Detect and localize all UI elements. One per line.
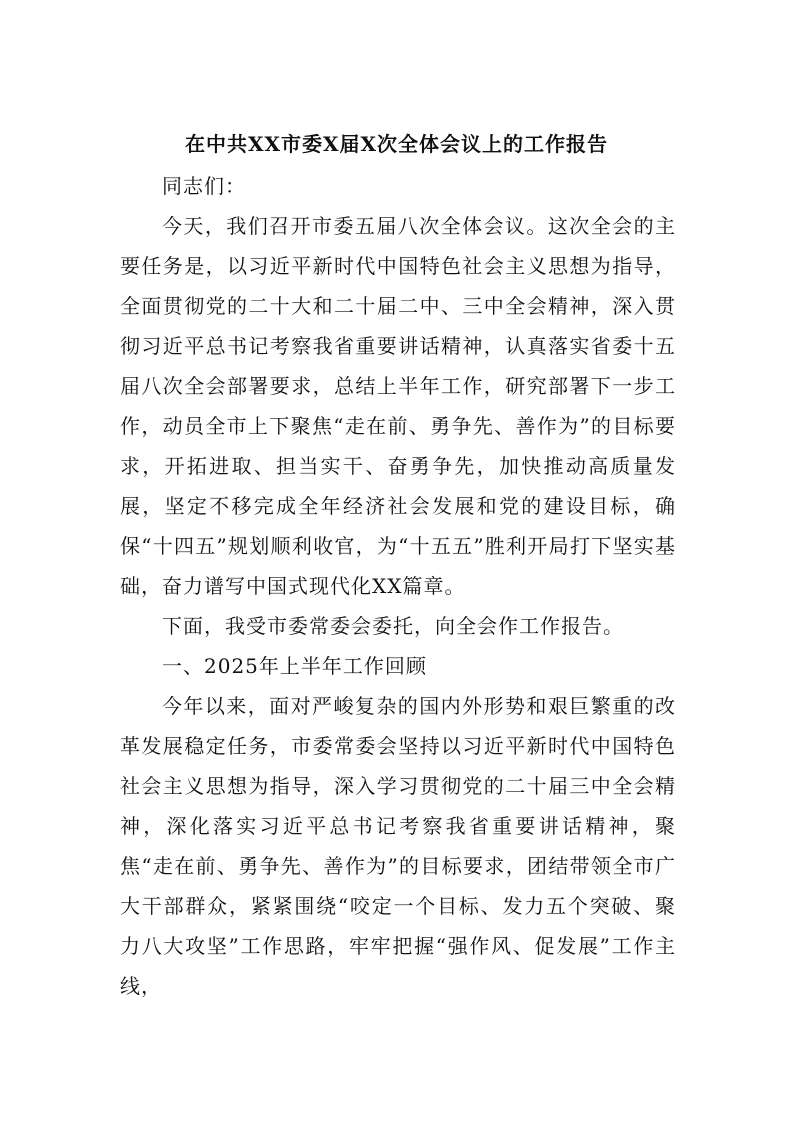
opening-paragraph: 今天，我们召开市委五届八次全体会议。这次全会的主要任务是，以习近平新时代中国特色社会主义思想为指导，全面贯彻党的二十大和二十届二中、三中全会精神，深入贯彻习近平总书记考察我省重要讲话精神，认真落实省委十五届八次全会部署要求，总结上半年工作，研究部署下一步工作，动员全市上下聚焦“走在前、勇争先、善作为”的目标要求，开拓进取、担当实干、奋勇争先，加快推动高质量发展，坚定不移完成全年经济社会发展和党的建设目标，确保“十四五”规划顺利收官，为“十五五”胜利开局打下坚实基础，奋力谱写中国式现代化XX篇章。	[120, 214, 676, 598]
review-paragraph: 今年以来，面对严峻复杂的国内外形势和艰巨繁重的改革发展稳定任务，市委常委会坚持以习近平新时代中国特色社会主义思想为指导，深入学习贯彻党的二十届三中全会精神，深化落实习近平总书记考察我省重要讲话精神，聚焦“走在前、勇争先、善作为”的目标要求，团结带领全市广大干部群众，紧紧围绕“咬定一个目标、发力五个突破、聚力八大攻坚”工作思路，牢牢把握“强作风、促发展”工作主线，	[120, 694, 676, 998]
document-title: 在中共XX市委X届X次全体会议上的工作报告	[184, 132, 609, 156]
document-body	[120, 166, 676, 1006]
salutation-paragraph: 同志们：	[162, 174, 246, 198]
commission-paragraph: 下面，我受市委常委会委托，向全会作工作报告。	[162, 614, 624, 638]
section-heading: 一、2025年上半年工作回顾	[162, 654, 427, 678]
